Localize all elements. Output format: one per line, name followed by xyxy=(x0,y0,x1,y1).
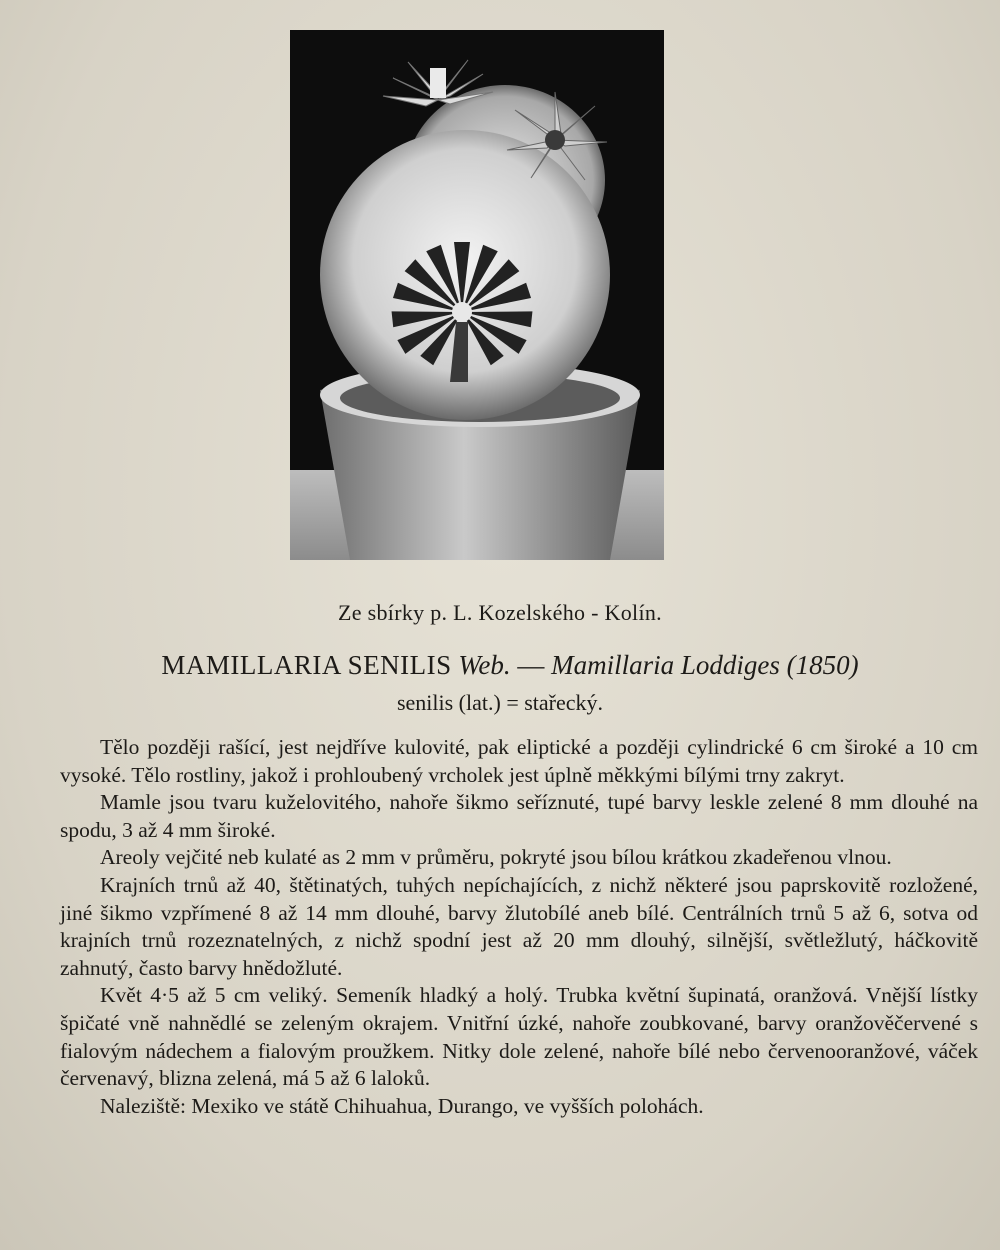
paragraph-locality: Naleziště: Mexiko ve státě Chihuahua, Durango, ve vyšších polohách. xyxy=(100,1093,704,1118)
species-name: MAMILLARIA SENILIS xyxy=(161,650,452,680)
description-text xyxy=(60,734,978,1120)
paragraph-spines: Krajních trnů až 40, štětinatých, tuhých nepíchajících, z nichž některé jsou paprskovitě rozložené, jiné šikmo vzpřímené 8 až 14 mm dlouhé, barvy žlutobílé aneb bílé. Centrálních trnů 5 až 6, sotva od krajních trnů rozeznatelných, z nichž spodní jest až 20 mm dlouhý, silnější, světležlutý, háčkovitě zahnutý, často barvy hnědožluté. xyxy=(60,872,978,980)
paragraph-body: Tělo později rašící, jest nejdříve kulovité, pak eliptické a později cylindrické 6 cm široké a 10 cm vysoké. Tělo rostliny, jakož i prohloubený vrcholek jest úplně měkkými bílými trny zakryt. xyxy=(60,735,978,787)
cactus-photo-image xyxy=(290,30,664,560)
species-etymology: senilis (lat.) = stařecký. xyxy=(396,690,604,715)
title-dash: — xyxy=(517,650,545,680)
species-title xyxy=(60,650,960,681)
species-synonym: Mamillaria Loddiges (1850) xyxy=(551,650,859,680)
cactus-photo xyxy=(290,30,664,560)
paragraph-areoles: Areoly vejčité neb kulaté as 2 mm v průměru, pokryté jsou bílou krátkou zkadeřenou vlnou. xyxy=(100,845,892,870)
species-author: Web. xyxy=(458,650,511,680)
paragraph-tubercles: Mamle jsou tvaru kuželovitého, nahoře šikmo seříznuté, tupé barvy leskle zelené 8 mm dlouhé na spodu, 3 až 4 mm široké. xyxy=(60,790,978,842)
paragraph-flower: Květ 4·5 až 5 cm veliký. Semeník hladký a holý. Trubka květní šupinatá, oranžová. Vnější lístky špičaté vně nahnědlé se zeleným okrajem. Vnitřní úzké, nahoře zoubkované, barvy oranžověčervené s fialovým nádechem a fialovým proužkem. Nitky dole zelené, nahoře bílé nebo červenooranžové, váček červenavý, blizna zelená, má 5 až 6 laloků. xyxy=(60,983,978,1091)
photo-caption: Ze sbírky p. L. Kozelského - Kolín. xyxy=(338,600,662,625)
